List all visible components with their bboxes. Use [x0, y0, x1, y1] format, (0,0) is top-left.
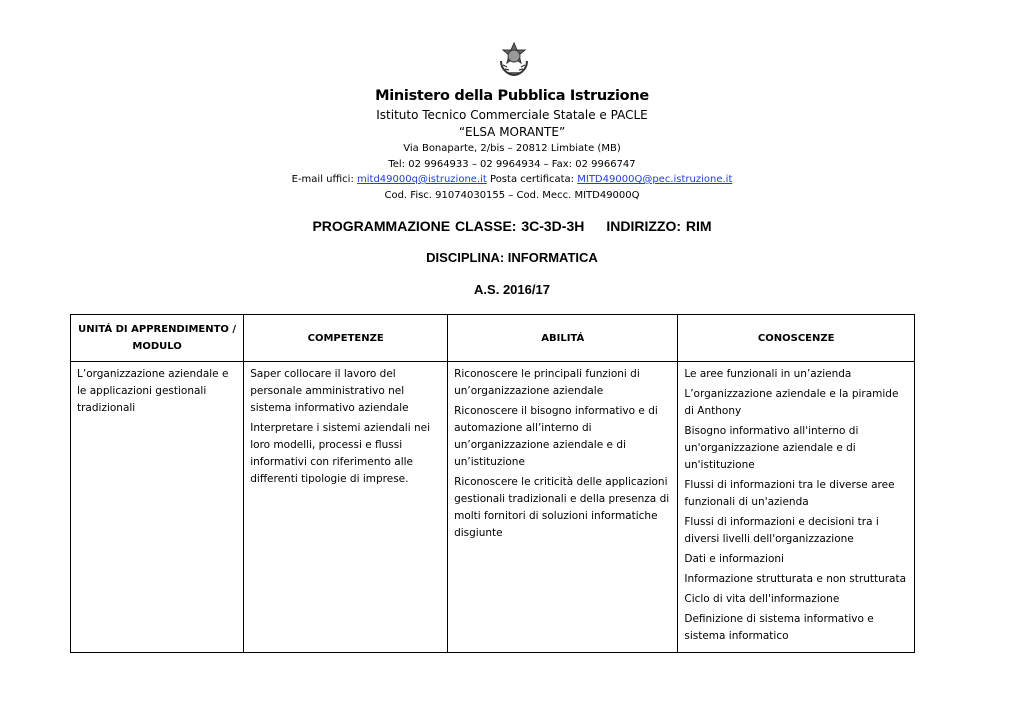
list-item: L’organizzazione aziendale e la piramide di Anthony: [684, 388, 899, 417]
programmazione-title: [0, 218, 1024, 234]
list-item: Informazione strutturata e non strutturata: [684, 573, 907, 585]
list-item: Saper collocare il lavoro del personale amministrativo nel sistema informativo aziendale: [250, 368, 409, 414]
school-type: Istituto Tecnico Commerciale Statale e PACLE: [376, 108, 648, 122]
list-item: Le aree funzionali in un’azienda: [684, 368, 852, 380]
header-conoscenze: CONOSCENZE: [678, 315, 915, 362]
school-address: Via Bonaparte, 2/bis – 20812 Limbiate (MB): [403, 143, 621, 154]
list-item: Definizione di sistema informativo e sistema informatico: [684, 613, 874, 642]
cell-conoscenze: [678, 362, 915, 653]
email-label: E-mail uffici:: [291, 174, 354, 185]
list-item: Riconoscere le criticità delle applicazioni gestionali tradizionali e della presenza di molti fornitori di soluzioni informatiche disgiunte: [454, 476, 670, 539]
anno-scolastico: A.S. 2016/17: [474, 282, 550, 297]
pec-label: Posta certificata:: [490, 174, 575, 185]
ministry-title: Ministero della Pubblica Istruzione: [375, 88, 649, 104]
cell-competenze: [244, 362, 448, 653]
list-item: Ciclo di vita dell'informazione: [684, 593, 840, 605]
programmazione-classe: PROGRAMMAZIONE CLASSE: 3C-3D-3H: [312, 218, 585, 234]
list-item: L’organizzazione aziendale e le applicazioni gestionali tradizionali: [77, 368, 229, 414]
cell-unita: [71, 362, 244, 653]
list-item: Interpretare i sistemi aziendali nei loro modelli, processi e flussi informativi con riferimento alle differenti tipologie di imprese.: [250, 422, 430, 485]
header-abilita: ABILITÁ: [448, 315, 678, 362]
table-header-row: [71, 315, 915, 362]
programmazione-table: [70, 314, 915, 653]
list-item: Dati e informazioni: [684, 553, 784, 565]
italian-republic-emblem-icon: [498, 41, 530, 77]
email-link[interactable]: mitd49000q@istruzione.it: [357, 174, 487, 185]
list-item: Flussi di informazioni tra le diverse aree funzionali di un'azienda: [684, 479, 895, 508]
pec-link[interactable]: MITD49000Q@pec.istruzione.it: [577, 174, 733, 185]
list-item: Bisogno informativo all'interno di un'organizzazione aziendale e di un'istituzione: [684, 425, 859, 471]
list-item: Riconoscere le principali funzioni di un’organizzazione aziendale: [454, 368, 640, 397]
school-phones: Tel: 02 9964933 – 02 9964934 – Fax: 02 9966747: [388, 158, 636, 170]
header-unita: UNITÁ DI APPRENDIMENTO / MODULO: [71, 315, 244, 362]
school-header: [0, 86, 1024, 203]
list-item: Riconoscere il bisogno informativo e di automazione all’interno di un’organizzazione aziendale e di un’istituzione: [454, 405, 658, 468]
list-item: Flussi di informazioni e decisioni tra i diversi livelli dell'organizzazione: [684, 516, 879, 545]
header-competenze: COMPETENZE: [244, 315, 448, 362]
school-emails: [0, 172, 1024, 188]
table-row: [71, 362, 915, 653]
school-codes: Cod. Fisc. 91074030155 – Cod. Mecc. MITD49000Q: [384, 189, 640, 201]
indirizzo: INDIRIZZO: RIM: [606, 218, 712, 234]
school-name: “ELSA MORANTE”: [458, 125, 566, 139]
cell-abilita: [448, 362, 678, 653]
disciplina-title: DISCIPLINA: INFORMATICA: [426, 250, 598, 265]
